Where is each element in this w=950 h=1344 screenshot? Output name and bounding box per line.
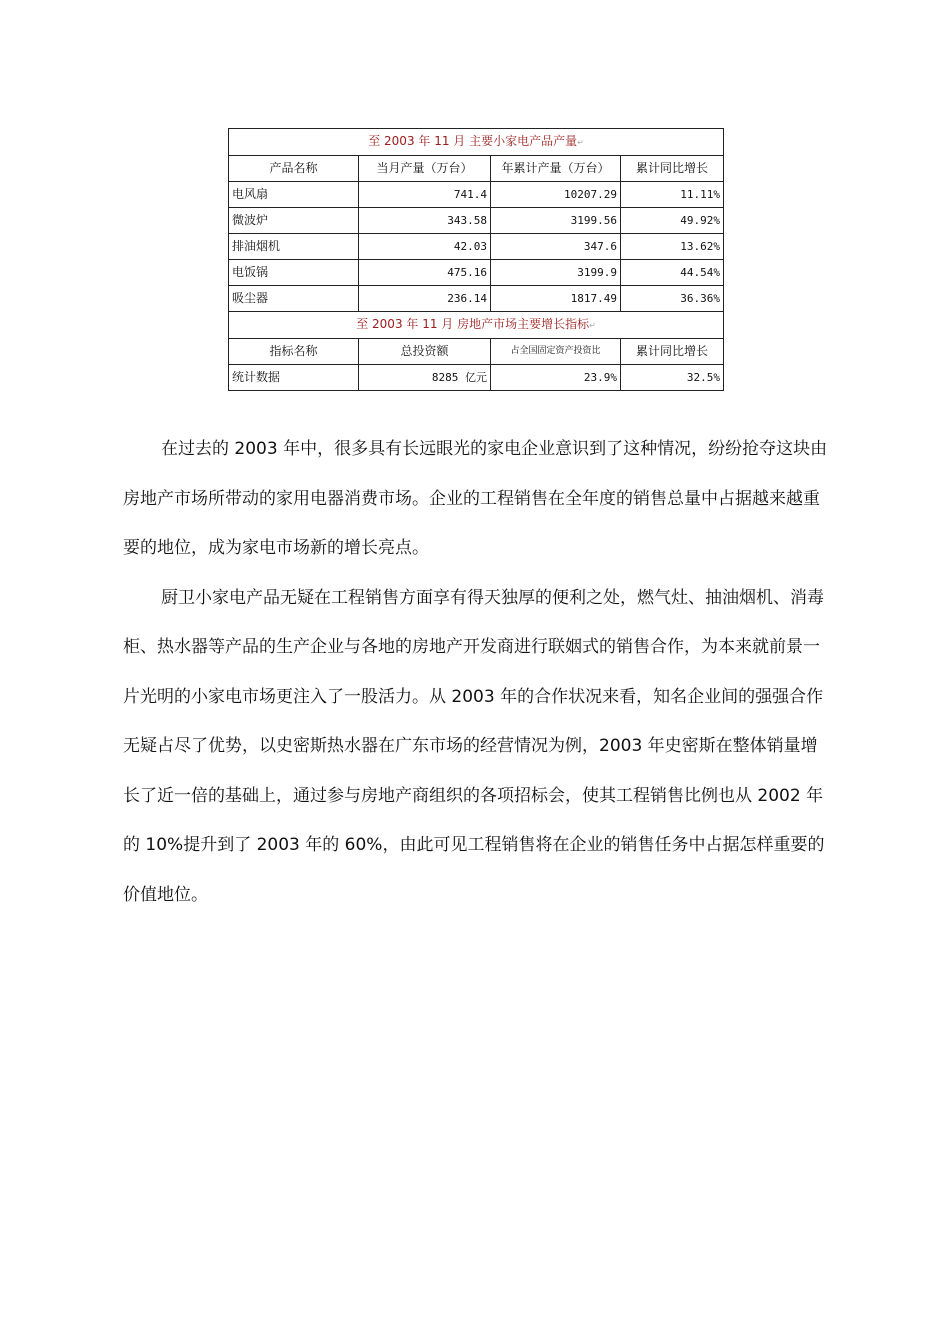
ytd-output-cell: 3199.9 — [491, 260, 621, 286]
header-cell: 占全国固定资产投资比 — [491, 339, 621, 365]
growth-cell: 49.92% — [621, 208, 724, 234]
statistics-table — [228, 128, 724, 391]
growth-cell: 44.54% — [621, 260, 724, 286]
table-row — [229, 234, 724, 260]
header-cell: 产品名称 — [229, 156, 359, 182]
month-output-cell: 741.4 — [359, 182, 491, 208]
table-row — [229, 260, 724, 286]
table-title-row — [229, 312, 724, 339]
growth-cell: 13.62% — [621, 234, 724, 260]
table-title-row — [229, 129, 724, 156]
header-cell: 总投资额 — [359, 339, 491, 365]
month-output-cell: 475.16 — [359, 260, 491, 286]
product-name-cell: 电风扇 — [229, 182, 359, 208]
header-cell: 当月产量（万台） — [359, 156, 491, 182]
growth-cell: 32.5% — [621, 365, 724, 391]
table-header-row — [229, 339, 724, 365]
month-output-cell: 236.14 — [359, 286, 491, 312]
growth-cell: 36.36% — [621, 286, 724, 312]
table-row — [229, 286, 724, 312]
table-header-row — [229, 156, 724, 182]
growth-cell: 11.11% — [621, 182, 724, 208]
header-cell: 年累计产量（万台） — [491, 156, 621, 182]
indicator-name-cell: 统计数据 — [229, 365, 359, 391]
product-name-cell: 电饭锅 — [229, 260, 359, 286]
product-name-cell: 微波炉 — [229, 208, 359, 234]
product-name-cell: 排油烟机 — [229, 234, 359, 260]
paragraph: 厨卫小家电产品无疑在工程销售方面享有得天独厚的便利之处，燃气灶、抽油烟机、消毒柜、热水器等产品的生产企业与各地的房地产开发商进行联姻式的销售合作，为本来就前景一片光明的小家电市场更注入了一股活力。从 2003 年的合作状况来看，知名企业间的强强合作无疑占尽了优势，以史密斯热水器在广东市场的经营情况为例，2003 年史密斯在整体销量增长了近一倍的基础上，通过参与房地产商组织的各项招标会，使其工程销售比例也从 2002 年的 10%提升到了 2003 年的 60%，由此可见工程销售将在企业的销售任务中占据怎样重要的价值地位。 — [123, 587, 825, 905]
table-row — [229, 182, 724, 208]
table-row — [229, 208, 724, 234]
table-title-appliance-output: 至 2003 年 11 月 主要小家电产品产量↵ — [229, 129, 724, 156]
header-cell: 累计同比增长 — [621, 156, 724, 182]
paragraph: 在过去的 2003 年中，很多具有长远眼光的家电企业意识到了这种情况，纷纷抢夺这块由房地产市场所带动的家用电器消费市场。企业的工程销售在全年度的销售总量中占据越来越重要的地位，成为家电市场新的增长亮点。 — [123, 439, 828, 558]
header-cell: 指标名称 — [229, 339, 359, 365]
table-title-real-estate: 至 2003 年 11 月 房地产市场主要增长指标↵ — [229, 312, 724, 339]
ytd-output-cell: 347.6 — [491, 234, 621, 260]
share-cell: 23.9% — [491, 365, 621, 391]
table-row — [229, 365, 724, 391]
ytd-output-cell: 3199.56 — [491, 208, 621, 234]
header-cell: 累计同比增长 — [621, 339, 724, 365]
month-output-cell: 42.03 — [359, 234, 491, 260]
month-output-cell: 343.58 — [359, 208, 491, 234]
product-name-cell: 吸尘器 — [229, 286, 359, 312]
investment-cell: 8285 亿元 — [359, 365, 491, 391]
ytd-output-cell: 10207.29 — [491, 182, 621, 208]
body-text — [123, 425, 831, 920]
ytd-output-cell: 1817.49 — [491, 286, 621, 312]
